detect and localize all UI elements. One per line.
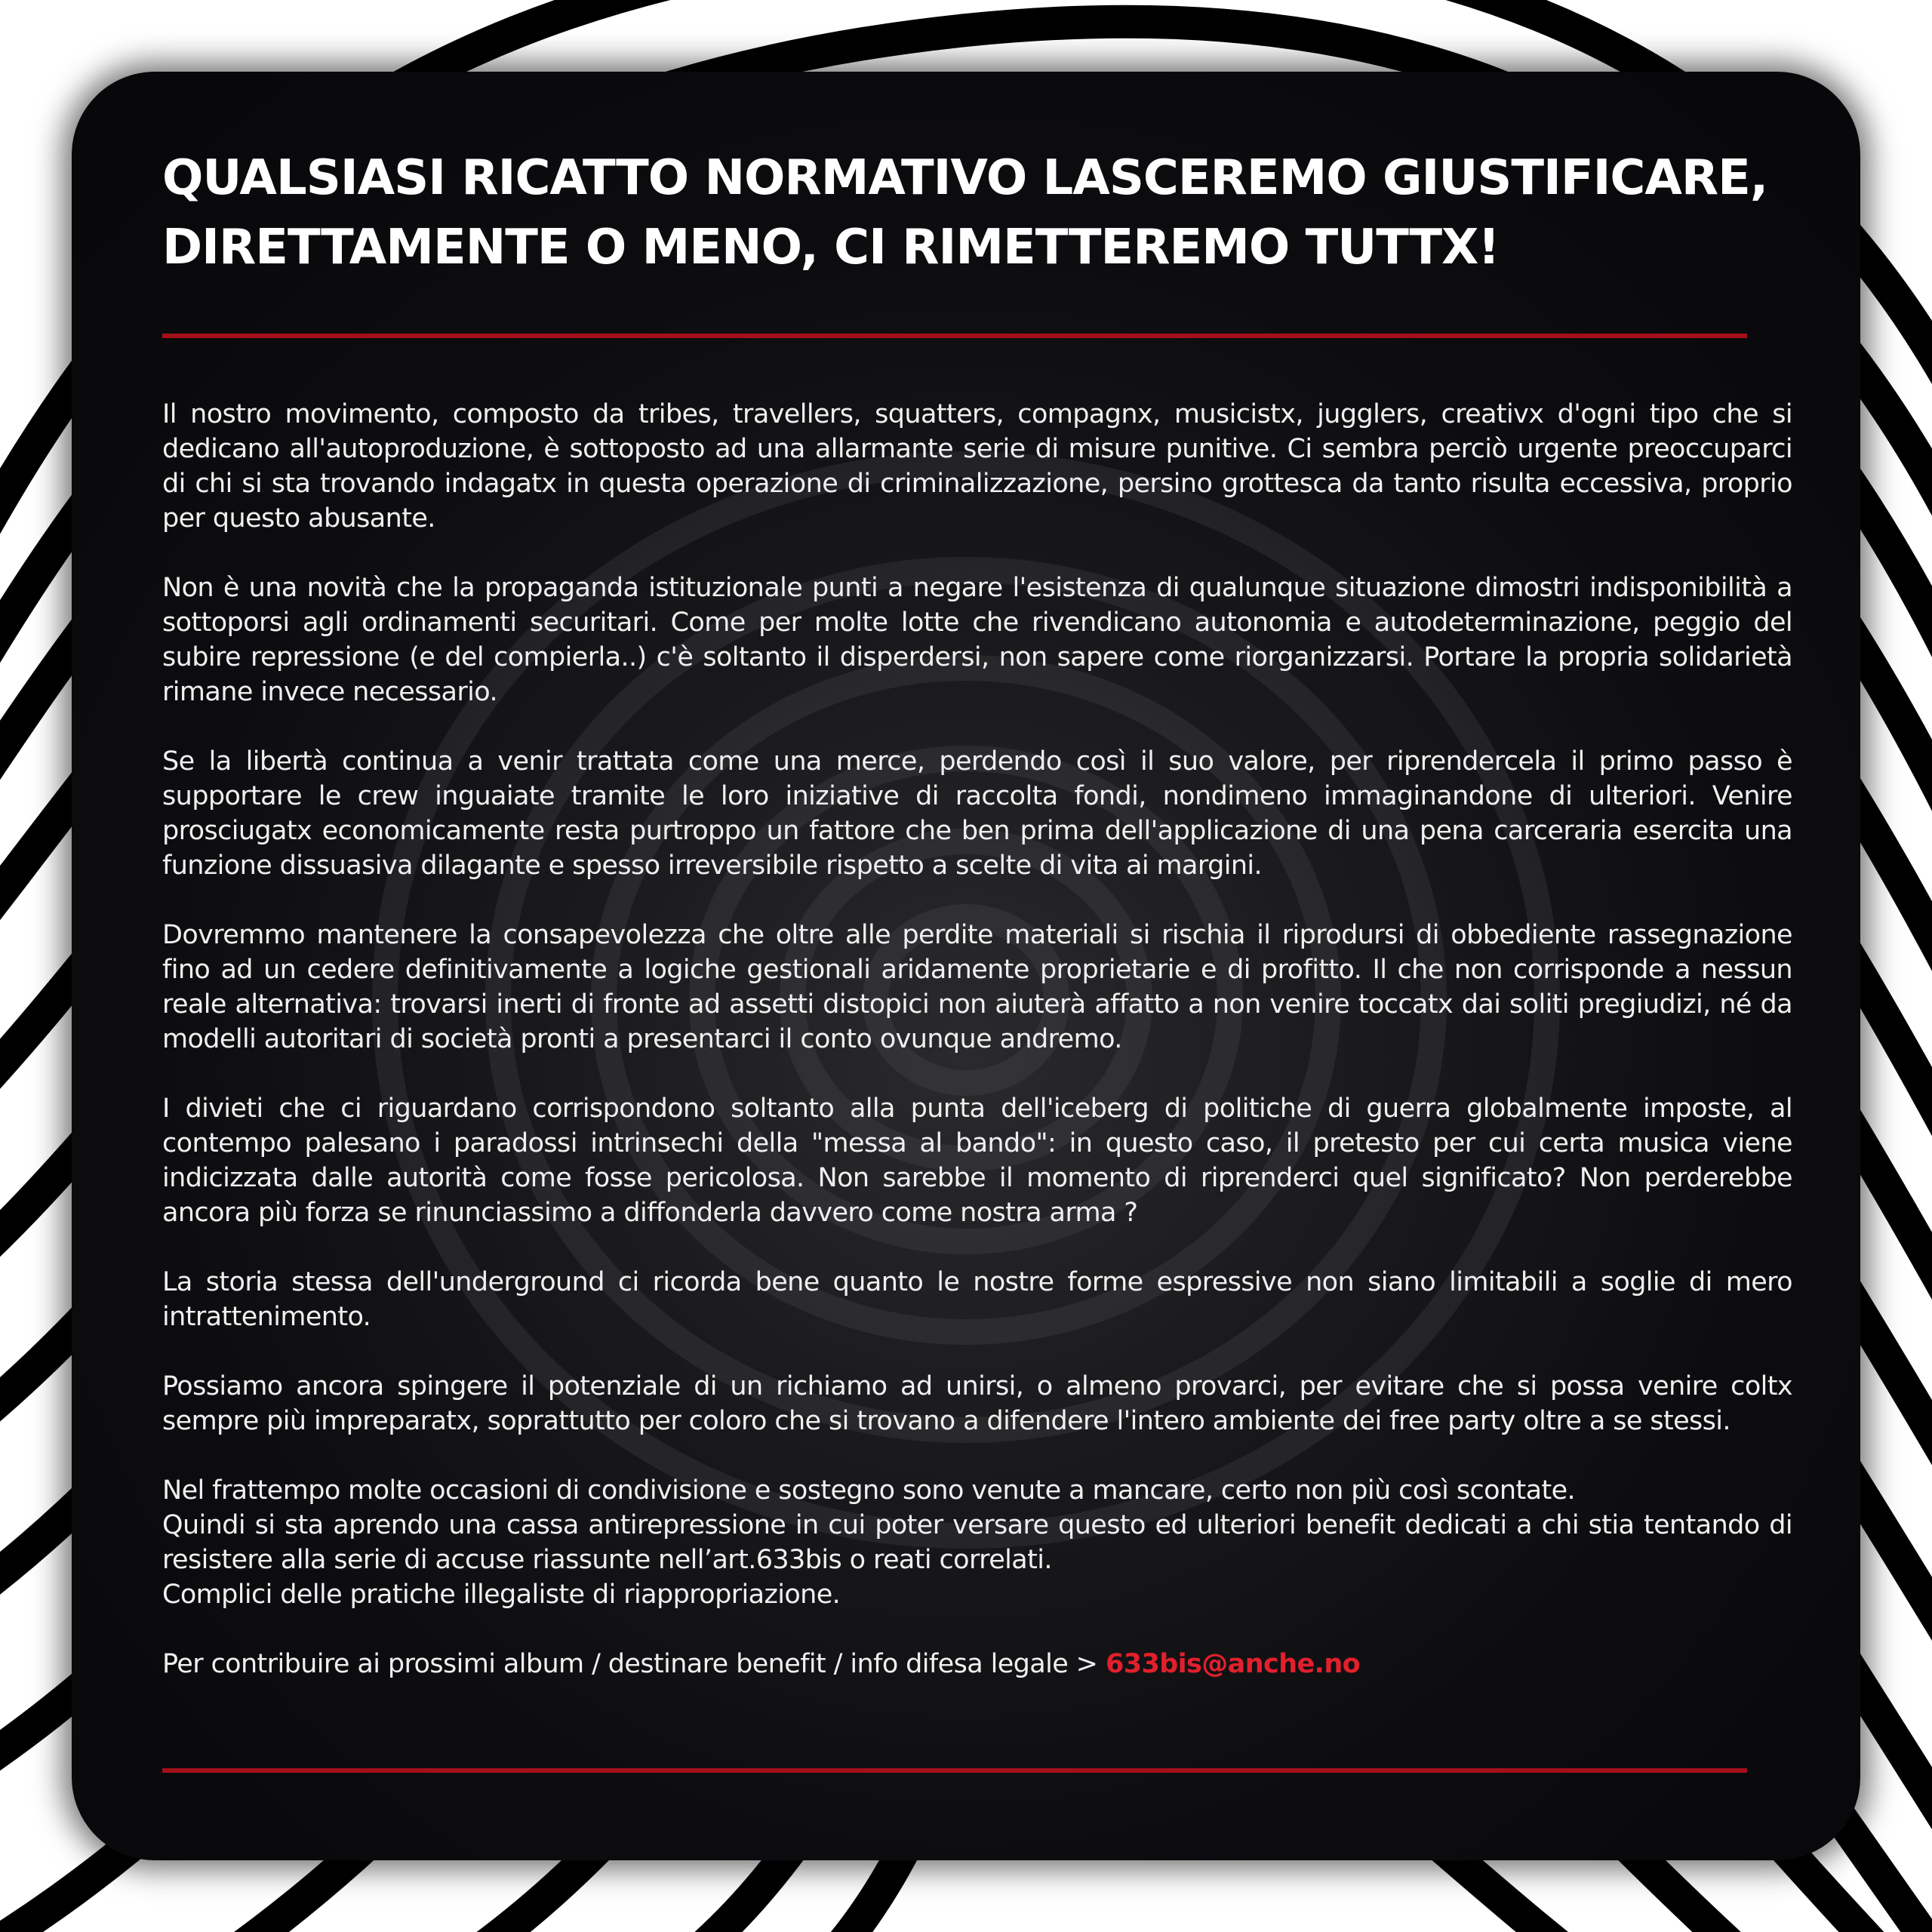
closing-line-1: Nel frattempo molte occasioni di condivisione e sostegno sono venute a mancare, certo non più così scontate. xyxy=(162,1475,1576,1506)
closing-line-2: Quindi si sta aprendo una cassa antirepressione in cui poter versare questo ed ulteriori benefit dedicati a chi stia tentando di resistere alla serie di accuse riassunte nell’art.633bis o reati correlati. xyxy=(162,1510,1792,1575)
contact-label: Per contribuire ai prossimi album / destinare benefit / info difesa legale > xyxy=(162,1649,1098,1679)
top-divider xyxy=(162,334,1747,338)
paragraph-1: Il nostro movimento, composto da tribes, travellers, squatters, compagnx, musicistx, jugglers, creativx d'ogni tipo che si dedicano all'autoproduzione, è sottoposto ad una allarmante serie di misure punitive. Ci sembra perciò urgente preoccuparci di chi si sta trovando indagatx in questa operazione di criminalizzazione, persino grottesca da tanto risulta eccessiva, proprio per questo abusante. xyxy=(162,399,1792,534)
bottom-divider xyxy=(162,1768,1747,1773)
headline-line-1: QUALSIASI RICATTO NORMATIVO LASCEREMO GIUSTIFICARE, xyxy=(162,150,1768,206)
contact-email-link[interactable]: 633bis@anche.no xyxy=(1105,1649,1361,1679)
paragraph-2: Non è una novità che la propaganda istituzionale punti a negare l'esistenza di qualunque situazione dimostri indisponibilità a sottoporsi agli ordinamenti securitari. Come per molte lotte che rivendicano autonomia e autodeterminazione, peggio del subire repressione (e del compierla..) c'è soltanto il disperdersi, non sapere come riorganizzarsi. Portare la propria solidarietà rimane invece necessario. xyxy=(162,573,1792,707)
headline-line-2: DIRETTAMENTE O MENO, CI RIMETTEREMO TUTTX! xyxy=(162,220,1500,275)
closing-paragraph xyxy=(162,1473,1792,1612)
paragraph-3: Se la libertà continua a venir trattata come una merce, perdendo così il suo valore, per riprendercela il primo passo è supportare le crew inguaiate tramite le loro iniziative di raccolta fondi, nondimeno immaginandone di ulteriori. Venire prosciugatx economicamente resta purtroppo un fattore che ben prima dell'applicazione di una pena carceraria esercita una funzione dissuasiva dilagante e spesso irreversibile rispetto a scelte di vita ai margini. xyxy=(162,746,1792,881)
paragraph-5: I divieti che ci riguardano corrispondono soltanto alla punta dell'iceberg di politiche di guerra globalmente imposte, al contempo palesano i paradossi intrinsechi della "messa al bando": in questo caso, il pretesto per cui certa musica viene indicizzata dalle autorità come fosse pericolosa. Non sarebbe il momento di riprenderci quel significato? Non perderebbe ancora più forza se rinunciassimo a diffonderla davvero come nostra arma ? xyxy=(162,1094,1792,1228)
closing-line-3: Complici delle pratiche illegaliste di riappropriazione. xyxy=(162,1580,841,1610)
paragraph-4: Dovremmo mantenere la consapevolezza che oltre alle perdite materiali si rischia il riprodursi di obbediente rassegnazione fino ad un cedere definitivamente a logiche gestionali aridamente proprietarie e di profitto. Il che non corrisponde a nessun reale alternativa: trovarsi inerti di fronte ad assetti distopici non aiuterà affatto a non venire toccatx dai soliti pregiudizi, né da modelli autoritari di società pronti a presentarci il conto ovunque andremo. xyxy=(162,920,1792,1054)
paragraph-6: La storia stessa dell'underground ci ricorda bene quanto le nostre forme espressive non siano limitabili a soglie di mero intrattenimento. xyxy=(162,1267,1792,1332)
contact-line xyxy=(162,1647,1792,1681)
headline xyxy=(162,143,1792,282)
text-panel xyxy=(72,72,1860,1860)
paragraph-7: Possiamo ancora spingere il potenziale di un richiamo ad unirsi, o almeno provarci, per evitare che si possa venire coltx sempre più impreparatx, soprattutto per coloro che si trovano a difendere l'intero ambiente dei free party oltre a se stessi. xyxy=(162,1371,1792,1436)
content-column xyxy=(162,143,1792,1681)
statement-body xyxy=(162,397,1792,1681)
